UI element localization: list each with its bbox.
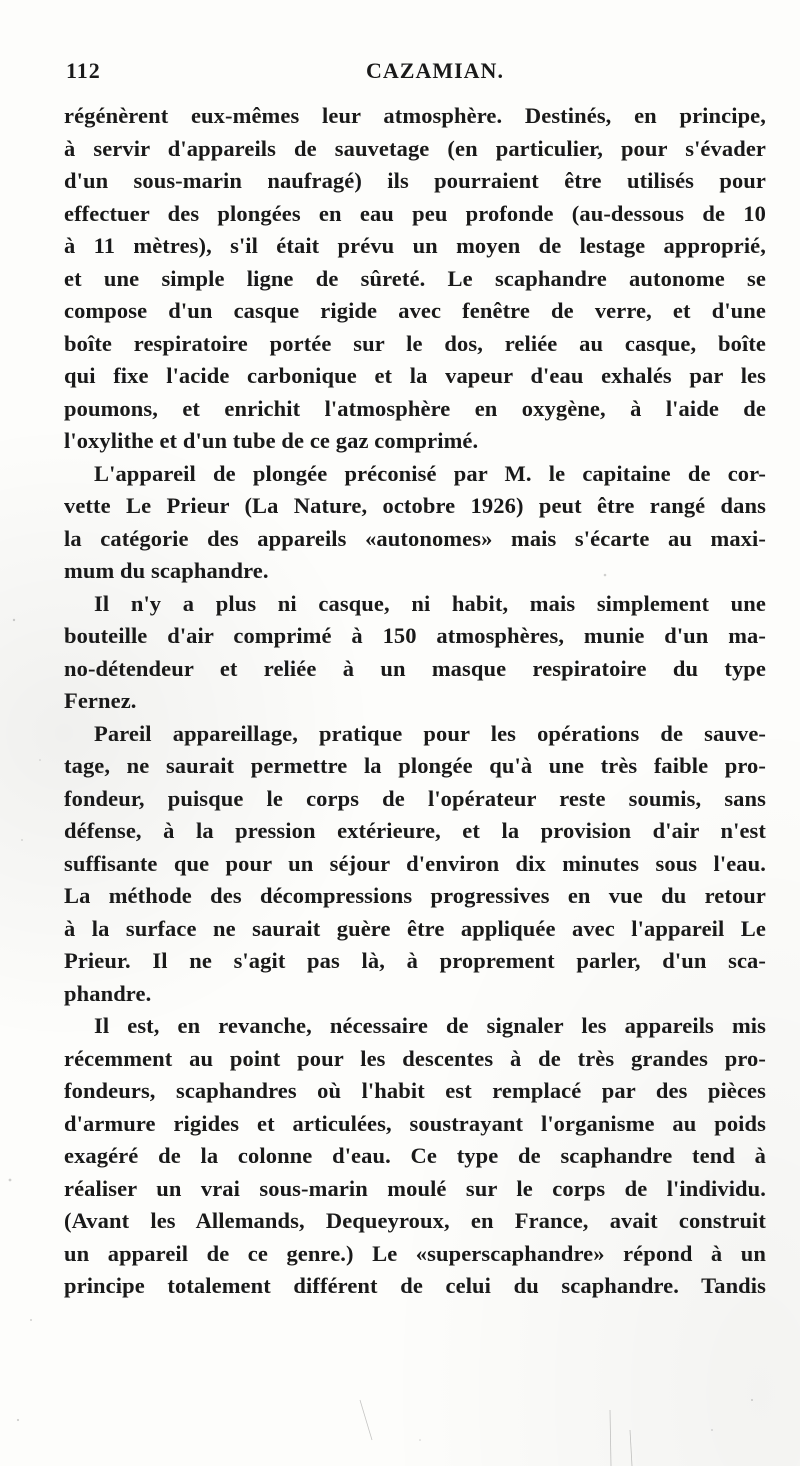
text-line: exagéré de la colonne d'eau. Ce type de scaphandre tend à (64, 1143, 766, 1168)
text-line: qui fixe l'acide carbonique et la vapeur d'eau exhalés par les (64, 363, 766, 388)
text-line: Prieur. Il ne s'agit pas là, à proprement parler, d'un sca- (64, 948, 766, 973)
text-line: régénèrent eux-mêmes leur atmosphère. Destinés, en principe, (64, 103, 766, 128)
text-line: effectuer des plongées en eau peu profonde (au-dessous de 10 (64, 200, 766, 226)
text-line: La méthode des décompressions progressives en vue du retour (64, 883, 766, 908)
text-line: (Avant les Allemands, Dequeyroux, en France, avait construit (64, 1208, 766, 1233)
text-line: mum du scaphandre. (64, 558, 269, 583)
text-line: bouteille d'air comprimé à 150 atmosphères, munie d'un ma- (64, 623, 766, 648)
text-line: Fernez. (64, 688, 137, 713)
body-text (64, 100, 766, 1303)
text-line: la catégorie des appareils «autonomes» mais s'écarte au maxi- (64, 525, 766, 551)
text-line: fondeur, puisque le corps de l'opérateur reste soumis, sans (64, 785, 766, 811)
text-line: l'oxylithe et d'un tube de ce gaz comprimé. (64, 428, 479, 453)
page-number: 112 (66, 58, 101, 83)
text-line: réaliser un vrai sous-marin moulé sur le corps de l'individu. (64, 1175, 766, 1201)
text-line: boîte respiratoire portée sur le dos, reliée au casque, boîte (64, 330, 766, 356)
paragraph-start-line: L'appareil de plongée préconisé par M. le capitaine de cor- (94, 460, 766, 486)
text-line: principe totalement différent de celui du scaphandre. Tandis (64, 1273, 766, 1298)
text-line: à servir d'appareils de sauvetage (en particulier, pour s'évader (64, 135, 766, 161)
text-line: à 11 mètres), s'il était prévu un moyen de lestage approprié, (64, 233, 766, 258)
text-line: défense, à la pression extérieure, et la provision d'air n'est (64, 818, 766, 843)
text-line: à la surface ne saurait guère être appliquée avec l'appareil Le (64, 915, 766, 941)
text-line: fondeurs, scaphandres où l'habit est remplacé par des pièces (64, 1078, 766, 1103)
text-line: tage, ne saurait permettre la plongée qu'à une très faible pro- (64, 753, 766, 778)
text-line: et une simple ligne de sûreté. Le scaphandre autonome se (64, 265, 766, 291)
page-header (66, 58, 766, 90)
paragraph-start-line: Pareil appareillage, pratique pour les opérations de sauve- (94, 720, 766, 746)
text-line: un appareil de ce genre.) Le «superscaphandre» répond à un (64, 1240, 766, 1266)
text-line: phandre. (64, 980, 152, 1006)
text-line: poumons, et enrichit l'atmosphère en oxygène, à l'aide de (64, 395, 766, 421)
text-line: récemment au point pour les descentes à de très grandes pro- (64, 1045, 766, 1071)
running-head: CAZAMIAN. (366, 58, 504, 83)
text-line: d'un sous-marin naufragé) ils pourraient être utilisés pour (64, 168, 766, 193)
text-line: no-détendeur et reliée à un masque respiratoire du type (64, 655, 766, 681)
text-line: d'armure rigides et articulées, soustrayant l'organisme au poids (64, 1110, 766, 1136)
paragraph-start-line: Il est, en revanche, nécessaire de signaler les appareils mis (94, 1013, 766, 1038)
text-line: compose d'un casque rigide avec fenêtre de verre, et d'une (64, 298, 766, 323)
text-line: suffisante que pour un séjour d'environ dix minutes sous l'eau. (64, 850, 766, 876)
paragraph-start-line: Il n'y a plus ni casque, ni habit, mais simplement une (94, 590, 766, 616)
text-line: vette Le Prieur (La Nature, octobre 1926) peut être rangé dans (64, 493, 766, 518)
